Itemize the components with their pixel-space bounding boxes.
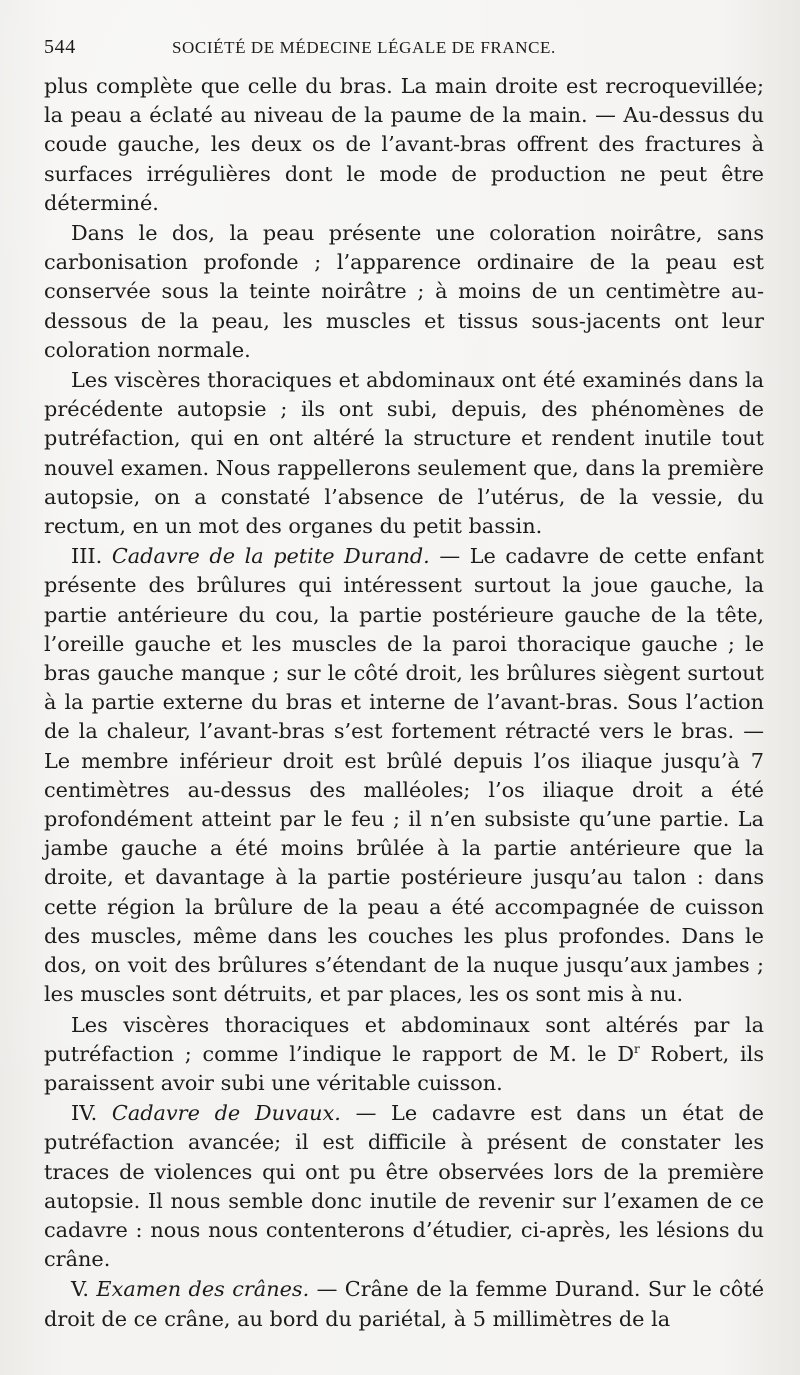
paragraph bbox=[44, 1011, 764, 1099]
section-heading: Examen des crânes. bbox=[96, 1277, 310, 1302]
section-paragraph bbox=[44, 542, 764, 1009]
paragraph-text: — Crâne de la femme Durand. Sur le côté droit de ce crâne, au bord du pariétal, à 5 millimètres de la bbox=[44, 1277, 764, 1331]
paragraph-text: Dans le dos, la peau présente une coloration noirâtre, sans carbonisation profonde ; l’apparence ordinaire de la peau est conservée sous la teinte noirâtre ; à moins de un centimètre au-dessous de la peau, les muscles et tissus sous-jacents ont leur coloration normale. bbox=[44, 221, 764, 362]
section-heading: Cadavre de Duvaux. bbox=[111, 1101, 341, 1126]
paragraph bbox=[44, 366, 764, 541]
paragraph-text: plus complète que celle du bras. La main droite est recroquevillée; la peau a éclaté au niveau de la paume de la main. — Au-dessus du coude gauche, les deux os de l’avant-bras offrent des fractures à surfaces irrégulières dont le mode de production ne peut être déterminé. bbox=[44, 74, 764, 215]
section-numeral: IV. bbox=[71, 1101, 98, 1126]
body-text bbox=[44, 72, 764, 1334]
paragraph-text: Robert, ils paraissent avoir subi une véritable cuisson. bbox=[44, 1041, 765, 1095]
page-header bbox=[44, 36, 764, 72]
paragraph bbox=[44, 219, 764, 365]
section-heading: Cadavre de la petite Durand. bbox=[111, 544, 430, 569]
page-number: 544 bbox=[44, 36, 76, 58]
paragraph-text: Les viscères thoraciques et abdominaux sont altérés par la putréfaction ; comme l’indique le rapport de M. le D bbox=[44, 1012, 764, 1066]
running-title: SOCIÉTÉ DE MÉDECINE LÉGALE DE FRANCE. bbox=[172, 38, 556, 57]
section-numeral: V. bbox=[71, 1277, 89, 1302]
section-numeral: III. bbox=[71, 544, 103, 569]
paragraph-text: — Le cadavre de cette enfant présente des brûlures qui intéressent surtout la joue gauche, la partie antérieure du cou, la partie postérieure gauche de la tête, l’oreille gauche et les muscles de la paroi thoracique gauche ; le bras gauche manque ; sur le côté droit, les brûlures siègent surtout à la partie externe du bras et interne de l’avant-bras. Sous l’action de la chaleur, l’avant-bras s’est fortement rétracté vers le bras. — Le membre inférieur droit est brûlé depuis l’os iliaque jusqu’à 7 centimètres au-dessus des malléoles; l’os iliaque droit a été profondément atteint par le feu ; il n’en subsiste qu’une partie. La jambe gauche a été moins brûlée à la partie antérieure que la droite, et davantage à la partie postérieure jusqu’au talon : dans cette région la brûlure de la peau a été accompagnée de cuisson des muscles, même dans les couches les plus profondes. Dans le dos, on voit des brûlures s’étendant de la nuque jusqu’aux jambes ; les muscles sont détruits, et par places, les os sont mis à nu. bbox=[44, 544, 764, 1007]
paragraph-text: Les viscères thoraciques et abdominaux ont été examinés dans la précédente autopsie ; ils ont subi, depuis, des phénomènes de putréfaction, qui en ont altéré la structure et rendent inutile tout nouvel examen. Nous rappellerons seulement que, dans la première autopsie, on a constaté l’absence de l’utérus, de la vessie, du rectum, en un mot des organes du petit bassin. bbox=[44, 368, 764, 539]
superscript: r bbox=[634, 1041, 640, 1056]
section-paragraph bbox=[44, 1099, 764, 1274]
section-paragraph bbox=[44, 1275, 764, 1333]
paragraph bbox=[44, 72, 764, 218]
paragraph-text: — Le cadavre est dans un état de putréfaction avancée; il est difficile à présent de constater les traces de violences qui ont pu être observées lors de la première autopsie. Il nous semble donc inutile de revenir sur l’examen de ce cadavre : nous nous contenterons d’étudier, ci-après, les lésions du crâne. bbox=[44, 1101, 764, 1272]
